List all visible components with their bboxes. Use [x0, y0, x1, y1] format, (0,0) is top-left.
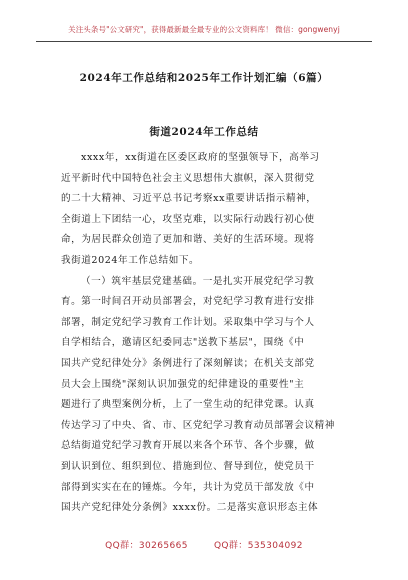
- body-line: 总结街道党纪学习教育开展以来各个环节、各个步骤，做: [61, 440, 315, 452]
- body-line: 部得到实实在在的锤炼。今年，共计为党员干部发放《中: [61, 481, 315, 493]
- body-line: 我街道2024年工作总结如下。: [61, 254, 200, 266]
- body-line: 到认识到位、组织到位、措施到位、督导到位，使党员干: [61, 460, 315, 472]
- document-title: 2024年工作总结和2025年工作计划汇编（6篇）: [79, 72, 329, 84]
- body-line: 国共产党纪律处分》条例进行了深刻解读；在机关支部党: [61, 357, 315, 369]
- body-line: 育。第一时间召开动员部署会，对党纪学习教育进行安排: [61, 296, 315, 308]
- body-line: 的二十大精神、习近平总书记考察xx重要讲话指示精神，: [61, 193, 317, 205]
- body-line: 传达学习了中央、省、市、区党纪学习教育动员部署会议精神: [61, 419, 335, 431]
- body-line: 近平新时代中国特色社会主义思想伟大旗帜，深入贯彻党: [61, 172, 315, 184]
- body-line: 自学相结合，邀请区纪委同志"送教下基层"，围绕《中: [61, 337, 305, 349]
- body-line: 员大会上围绕"深刻认识加强党的纪律建设的重要性"主: [61, 378, 305, 390]
- body-line: 全街道上下团结一心，攻坚克难，以实际行动践行初心使: [61, 213, 315, 225]
- body-line: 题进行了典型案例分析，上了一堂生动的纪律党课。认真: [61, 399, 315, 411]
- header-divider: [36, 41, 372, 42]
- header-notice: 关注头条号"公文研究"，获得最新最全最专业的公文资料库！ 微信：gongwenyj: [68, 25, 340, 34]
- footer-qq-group-1: QQ群：30265665: [105, 541, 188, 551]
- footer: [0, 538, 408, 551]
- body-text: [61, 148, 359, 519]
- body-line: 部署，制定党纪学习教育工作计划。采取集中学习与个人: [61, 316, 315, 328]
- section-title: 街道2024年工作总结: [149, 126, 259, 138]
- body-line: 国共产党纪律处分条例》xxxx份。二是落实意识形态主体: [61, 502, 319, 514]
- footer-qq-group-2: QQ群：535304092: [213, 541, 303, 551]
- body-line: 命，为居民群众创造了更加和谐、美好的生活环境。现将: [61, 234, 315, 246]
- body-line: xxxx年，xx街道在区委区政府的坚强领导下，高举习: [81, 152, 320, 163]
- body-line: （一）筑牢基层党建基础。一是扎实开展党纪学习教: [81, 275, 315, 287]
